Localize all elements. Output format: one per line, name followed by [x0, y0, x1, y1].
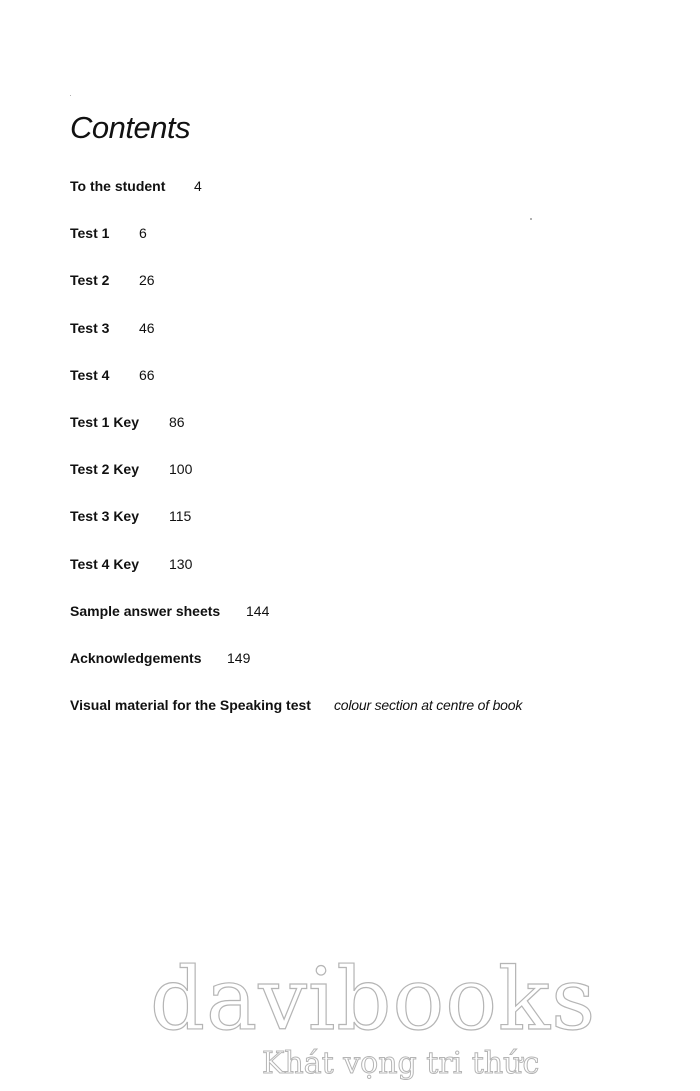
toc-entry-page: 46 [139, 319, 155, 336]
toc-entry-label: Sample answer sheets [70, 602, 221, 619]
toc-entry-label: Test 2 Key [70, 461, 139, 478]
toc-entry-to-the-student [70, 176, 522, 223]
toc-entry-page: 144 [246, 602, 270, 619]
watermark [150, 950, 597, 1091]
scan-speck [530, 218, 532, 220]
toc-entry-test-1-key [70, 412, 522, 459]
toc-entry-page: 115 [169, 508, 192, 525]
toc-entry-label: Test 4 [70, 366, 110, 383]
toc-entry-test-3-key [70, 506, 522, 553]
toc-entry-label: To the student [70, 178, 166, 194]
toc-entry-note: colour section at centre of book [334, 697, 523, 714]
scan-speck [70, 95, 71, 96]
toc-entry-page: 4 [194, 178, 202, 194]
toc-entry-label: Test 1 Key [70, 413, 139, 430]
toc-entry-page: 26 [139, 272, 155, 289]
toc-entry-label: Test 3 Key [70, 508, 139, 525]
toc-entry-test-3 [70, 318, 522, 365]
toc-entry-test-4 [70, 365, 522, 412]
toc-entry-test-4-key [70, 554, 522, 601]
toc-entry-label: Test 2 [70, 272, 110, 289]
toc-entry-page: 86 [169, 413, 185, 430]
toc-entry-page: 6 [139, 225, 147, 242]
watermark-brand: davibooks [150, 950, 597, 1050]
toc-entry-test-1 [70, 223, 522, 270]
toc-entry-page: 149 [227, 649, 251, 666]
toc-entry-sample-answer-sheets [70, 601, 522, 648]
toc-entry-page: 130 [169, 555, 193, 572]
toc-entry-visual-material [70, 695, 522, 742]
toc-entry-test-2 [70, 270, 522, 317]
toc-entry-page: 66 [139, 366, 155, 383]
toc-entry-label: Acknowledgements [70, 649, 202, 666]
toc-entry-test-2-key [70, 459, 522, 506]
page-title: Contents [70, 110, 191, 145]
toc-entry-label: Test 3 [70, 319, 110, 336]
toc-entry-label: Test 1 [70, 225, 110, 242]
toc-entry-label: Test 4 Key [70, 555, 139, 572]
watermark-tagline: Khát vọng tri thức [262, 1046, 540, 1081]
table-of-contents [70, 176, 522, 742]
toc-entry-page: 100 [169, 461, 193, 478]
toc-entry-label: Visual material for the Speaking test [70, 697, 311, 714]
toc-entry-acknowledgements [70, 648, 522, 695]
